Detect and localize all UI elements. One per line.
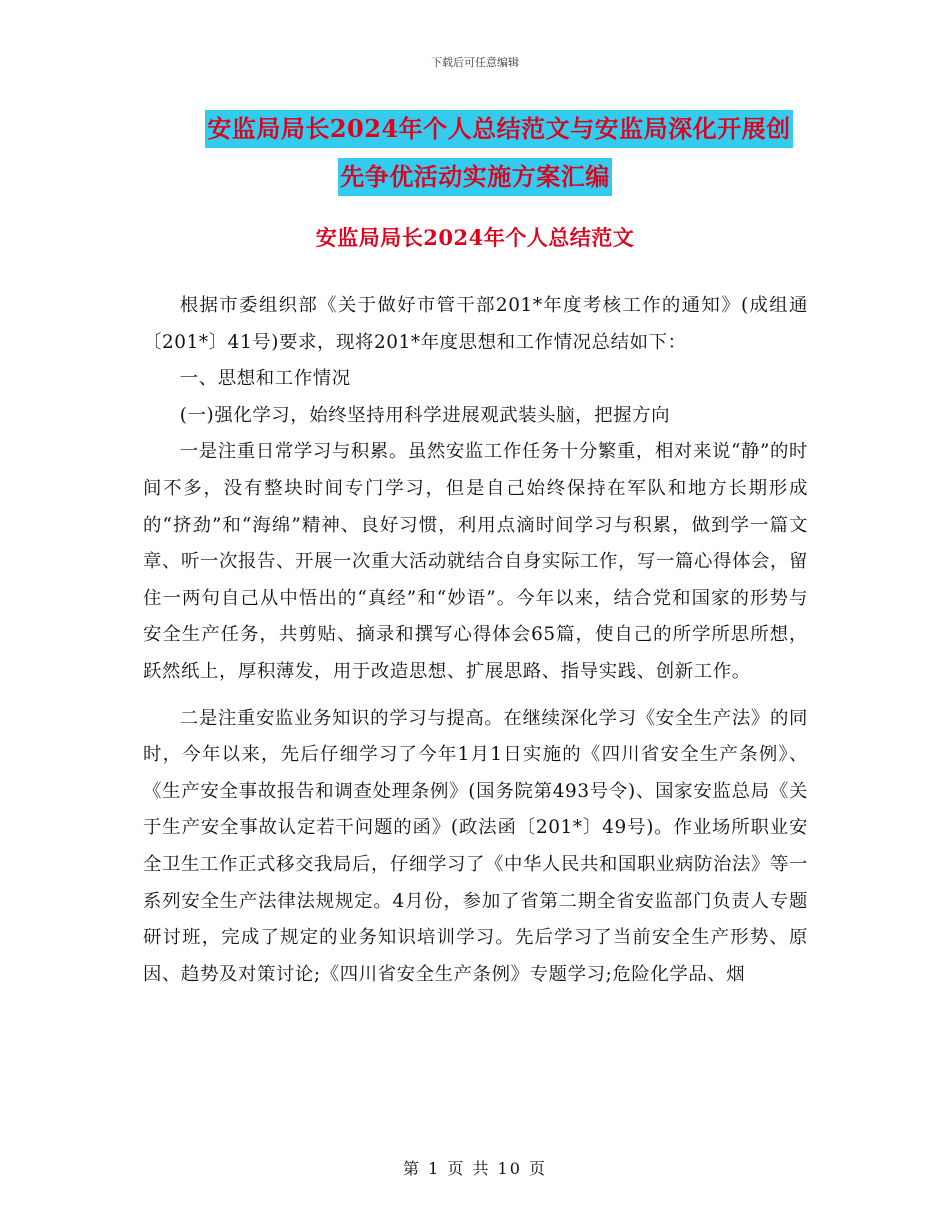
paragraph-professional-study: 二是注重安监业务知识的学习与提高。在继续深化学习《安全生产法》的同时，今年以来，先后仔细学习了今年1月1日实施的《四川省安全生产条例》、《生产安全事故报告和调查处理条例》(国务院第493号令)、国家安监总局《关于生产安全事故认定若干问题的函》(政法函〔201*〕49号)。作业场所职业安全卫生工作正式移交我局后，仔细学习了《中华人民共和国职业病防治法》等一系列安全生产法律法规规定。4月份，参加了省第二期全省安监部门负责人专题研讨班，完成了规定的业务知识培训学习。先后学习了当前安全生产形势、原因、趋势及对策讨论;《四川省安全生产条例》专题学习;危险化学品、烟 — [143, 707, 808, 985]
page-footer: 第 1 页 共 10 页 — [403, 1159, 547, 1178]
section-title: 安监局局长2024年个人总结范文 — [315, 225, 635, 250]
heading-subsection-1: (一)强化学习，始终坚持用科学进展观武装头脑，把握方向 — [179, 404, 671, 426]
document-title — [0, 110, 950, 206]
paragraph-daily-study: 一是注重日常学习与积累。虽然安监工作任务十分繁重，相对来说“静”的时间不多，没有整块时间专门学习，但是自己始终保持在军队和地方长期形成的“挤劲”和“海绵”精神、良好习惯，利用点滴时间学习与积累，做到学一篇文章、听一次报告、开展一次重大活动就结合自身实际工作，写一篇心得体会，留住一两句自己从中悟出的“真经”和“妙语”。今年以来，结合党和国家的形势与安全生产任务，共剪贴、摘录和撰写心得体会65篇，使自己的所学所思所想，跃然纸上，厚积薄发，用于改造思想、扩展思路、指导实践、创新工作。 — [143, 441, 808, 682]
heading-section-1: 一、思想和工作情况 — [179, 368, 351, 390]
title-line-2: 先争优活动实施方案汇编 — [338, 158, 612, 196]
document-body — [143, 288, 808, 993]
page-header-note: 下载后可任意编辑 — [431, 56, 519, 69]
paragraph-intro: 根据市委组织部《关于做好市管干部201*年度考核工作的通知》(成组通〔201*〕41号)要求，现将201*年度思想和工作情况总结如下： — [143, 295, 808, 353]
title-line-1: 安监局局长2024年个人总结范文与安监局深化开展创 — [205, 110, 792, 148]
